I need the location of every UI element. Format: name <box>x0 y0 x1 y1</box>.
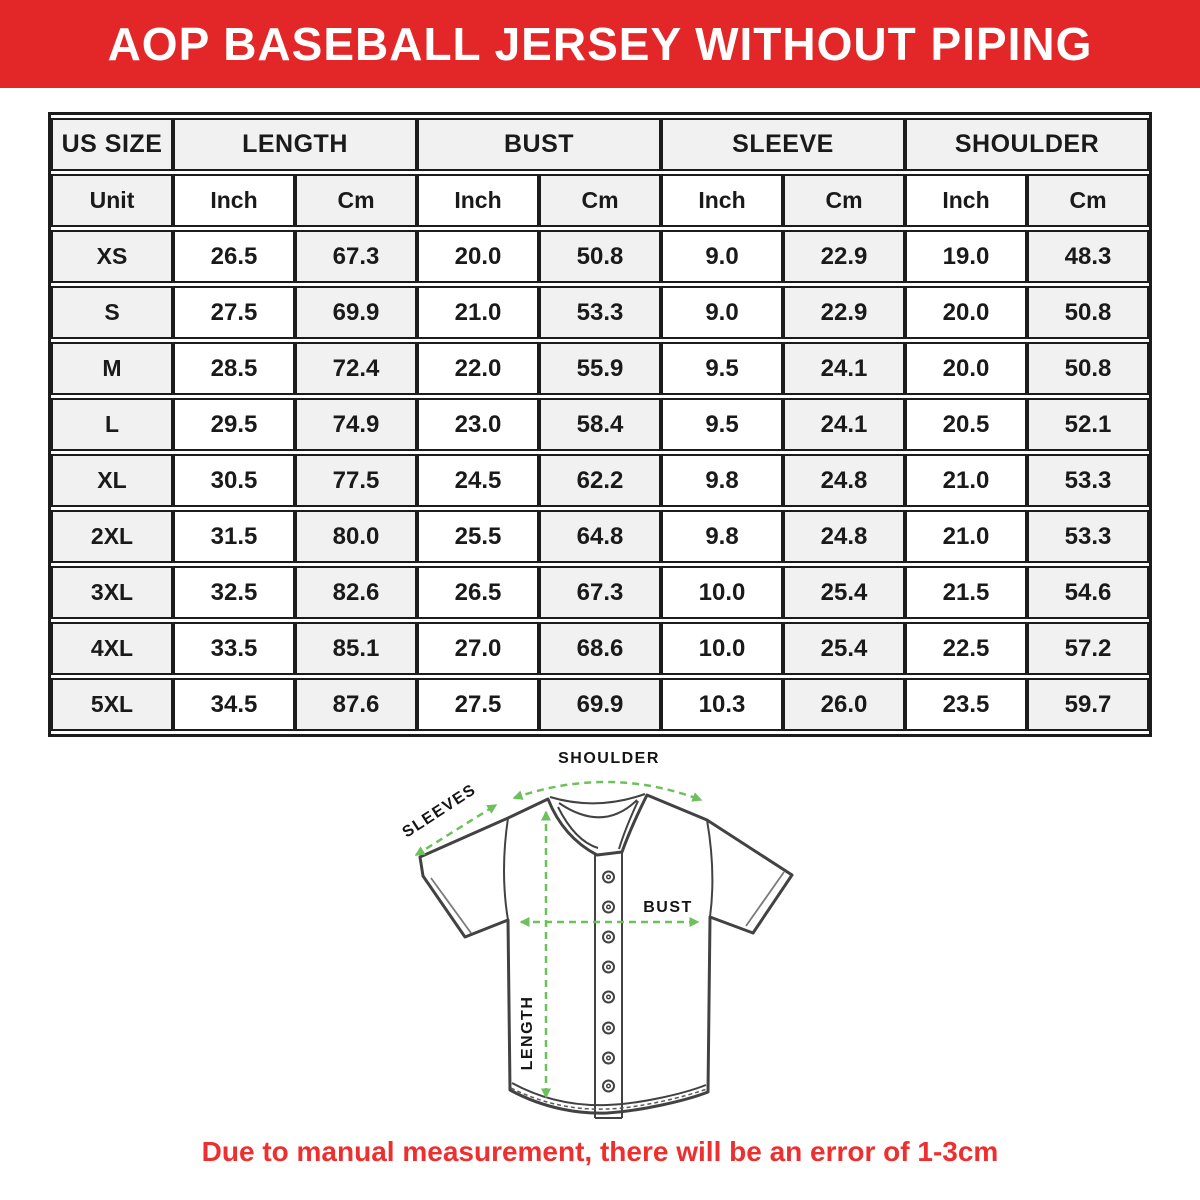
value-cell: 21.0 <box>905 454 1027 507</box>
title-banner <box>0 0 1200 88</box>
table-body <box>51 230 1149 731</box>
value-cell: 27.5 <box>173 286 295 339</box>
value-cell: 67.3 <box>539 566 661 619</box>
value-cell: 69.9 <box>295 286 417 339</box>
value-cell: 20.0 <box>905 342 1027 395</box>
value-cell: 28.5 <box>173 342 295 395</box>
size-label-m: M <box>51 342 173 395</box>
value-cell: 25.5 <box>417 510 539 563</box>
value-cell: 10.3 <box>661 678 783 731</box>
value-cell: 26.5 <box>417 566 539 619</box>
value-cell: 29.5 <box>173 398 295 451</box>
unit-header: Unit <box>51 174 173 227</box>
size-row-s <box>51 286 1149 339</box>
value-cell: 53.3 <box>539 286 661 339</box>
value-cell: 10.0 <box>661 622 783 675</box>
unit-cell-cm-8: Cm <box>1027 174 1149 227</box>
value-cell: 80.0 <box>295 510 417 563</box>
size-row-l <box>51 398 1149 451</box>
value-cell: 10.0 <box>661 566 783 619</box>
value-cell: 24.8 <box>783 454 905 507</box>
value-cell: 24.5 <box>417 454 539 507</box>
group-header-sleeve: SLEEVE <box>661 118 905 171</box>
bust-label: BUST <box>643 899 693 916</box>
size-label-xl: XL <box>51 454 173 507</box>
size-label-3xl: 3XL <box>51 566 173 619</box>
size-label-l: L <box>51 398 173 451</box>
jersey-diagram-svg <box>385 745 825 1125</box>
value-cell: 68.6 <box>539 622 661 675</box>
value-cell: 53.3 <box>1027 510 1149 563</box>
value-cell: 22.0 <box>417 342 539 395</box>
unit-cell-inch-1: Inch <box>173 174 295 227</box>
value-cell: 67.3 <box>295 230 417 283</box>
value-cell: 53.3 <box>1027 454 1149 507</box>
value-cell: 22.9 <box>783 286 905 339</box>
value-cell: 59.7 <box>1027 678 1149 731</box>
value-cell: 54.6 <box>1027 566 1149 619</box>
group-header-row <box>51 118 1149 171</box>
table-head <box>51 118 1149 227</box>
value-cell: 50.8 <box>1027 342 1149 395</box>
measurement-error-note: Due to manual measurement, there will be an error of 1-3cm <box>201 1136 999 1167</box>
value-cell: 22.9 <box>783 230 905 283</box>
jersey-outline-drawing <box>420 794 792 1118</box>
value-cell: 25.4 <box>783 622 905 675</box>
value-cell: 57.2 <box>1027 622 1149 675</box>
value-cell: 9.5 <box>661 398 783 451</box>
value-cell: 19.0 <box>905 230 1027 283</box>
unit-cell-cm-2: Cm <box>295 174 417 227</box>
value-cell: 77.5 <box>295 454 417 507</box>
value-cell: 20.0 <box>905 286 1027 339</box>
value-cell: 32.5 <box>173 566 295 619</box>
size-label-4xl: 4XL <box>51 622 173 675</box>
value-cell: 24.1 <box>783 398 905 451</box>
value-cell: 48.3 <box>1027 230 1149 283</box>
value-cell: 9.0 <box>661 230 783 283</box>
group-header-shoulder: SHOULDER <box>905 118 1149 171</box>
value-cell: 26.5 <box>173 230 295 283</box>
value-cell: 20.5 <box>905 398 1027 451</box>
shoulder-arrow <box>514 782 701 800</box>
value-cell: 22.5 <box>905 622 1027 675</box>
size-row-5xl <box>51 678 1149 731</box>
value-cell: 87.6 <box>295 678 417 731</box>
unit-cell-cm-6: Cm <box>783 174 905 227</box>
size-label-xs: XS <box>51 230 173 283</box>
size-chart-table <box>48 112 1152 737</box>
value-cell: 58.4 <box>539 398 661 451</box>
value-cell: 74.9 <box>295 398 417 451</box>
value-cell: 62.2 <box>539 454 661 507</box>
value-cell: 27.5 <box>417 678 539 731</box>
value-cell: 85.1 <box>295 622 417 675</box>
value-cell: 34.5 <box>173 678 295 731</box>
value-cell: 20.0 <box>417 230 539 283</box>
value-cell: 52.1 <box>1027 398 1149 451</box>
unit-cell-inch-5: Inch <box>661 174 783 227</box>
value-cell: 25.4 <box>783 566 905 619</box>
size-label-s: S <box>51 286 173 339</box>
unit-cell-cm-4: Cm <box>539 174 661 227</box>
value-cell: 64.8 <box>539 510 661 563</box>
length-label: LENGTH <box>519 995 536 1071</box>
shoulder-label: SHOULDER <box>558 750 660 767</box>
sleeves-label: SLEEVES <box>399 781 480 842</box>
size-row-xs <box>51 230 1149 283</box>
group-header-length: LENGTH <box>173 118 417 171</box>
size-row-xl <box>51 454 1149 507</box>
value-cell: 31.5 <box>173 510 295 563</box>
value-cell: 23.0 <box>417 398 539 451</box>
value-cell: 9.8 <box>661 454 783 507</box>
value-cell: 50.8 <box>539 230 661 283</box>
group-header-us-size: US SIZE <box>51 118 173 171</box>
value-cell: 30.5 <box>173 454 295 507</box>
value-cell: 24.1 <box>783 342 905 395</box>
value-cell: 72.4 <box>295 342 417 395</box>
size-row-3xl <box>51 566 1149 619</box>
size-label-5xl: 5XL <box>51 678 173 731</box>
jersey-measurement-diagram <box>385 745 825 1125</box>
value-cell: 27.0 <box>417 622 539 675</box>
value-cell: 9.0 <box>661 286 783 339</box>
value-cell: 21.0 <box>417 286 539 339</box>
value-cell: 24.8 <box>783 510 905 563</box>
size-label-2xl: 2XL <box>51 510 173 563</box>
value-cell: 23.5 <box>905 678 1027 731</box>
value-cell: 26.0 <box>783 678 905 731</box>
size-row-2xl <box>51 510 1149 563</box>
value-cell: 21.0 <box>905 510 1027 563</box>
size-row-m <box>51 342 1149 395</box>
value-cell: 21.5 <box>905 566 1027 619</box>
page-title: AOP BASEBALL JERSEY WITHOUT PIPING <box>107 18 1093 70</box>
value-cell: 9.5 <box>661 342 783 395</box>
group-header-bust: BUST <box>417 118 661 171</box>
unit-row <box>51 174 1149 227</box>
size-row-4xl <box>51 622 1149 675</box>
value-cell: 9.8 <box>661 510 783 563</box>
value-cell: 82.6 <box>295 566 417 619</box>
unit-cell-inch-3: Inch <box>417 174 539 227</box>
value-cell: 50.8 <box>1027 286 1149 339</box>
unit-cell-inch-7: Inch <box>905 174 1027 227</box>
value-cell: 55.9 <box>539 342 661 395</box>
value-cell: 33.5 <box>173 622 295 675</box>
value-cell: 69.9 <box>539 678 661 731</box>
